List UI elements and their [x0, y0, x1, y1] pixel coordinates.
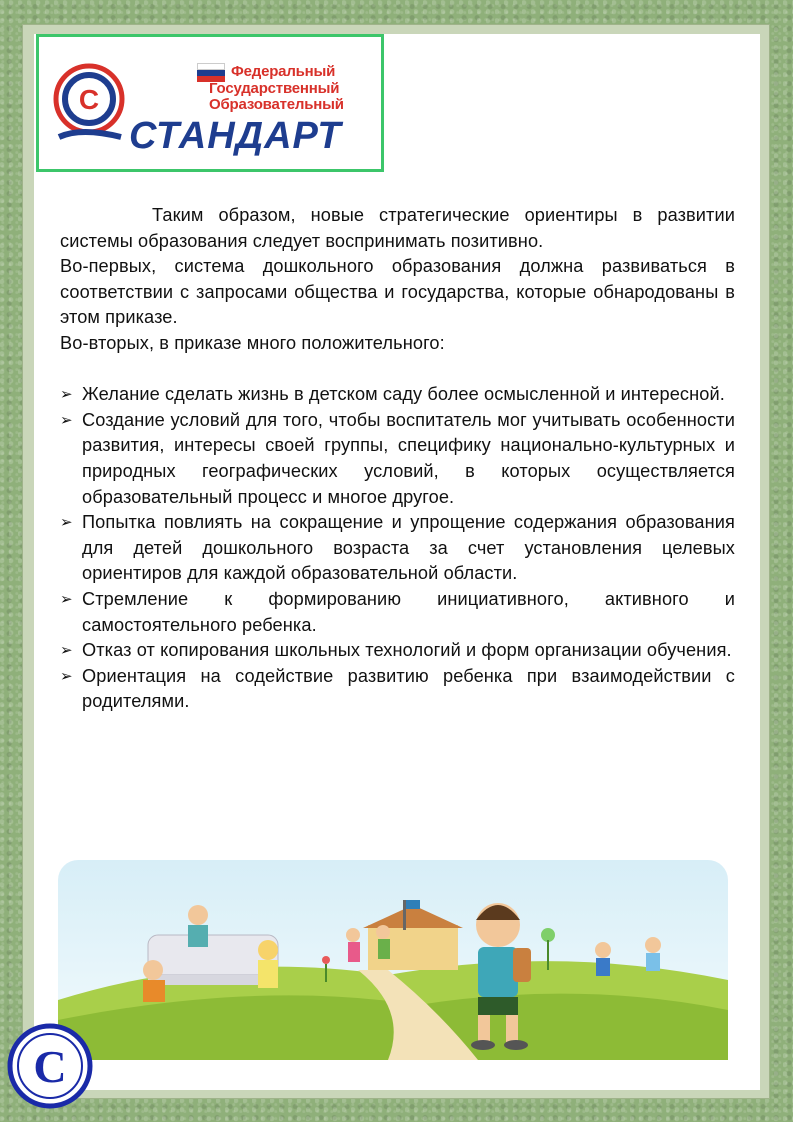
bullet-arrow-icon: ➢ — [60, 667, 73, 685]
fgos-c-logo-icon — [51, 59, 131, 149]
bullet-item — [60, 587, 735, 638]
bullet-arrow-icon: ➢ — [60, 514, 73, 532]
intro-paragraph: Во-первых, система дошкольного образования должна развиваться в соответствии с запросами общества и государства, которые обнародованы в этом приказе. — [60, 256, 735, 328]
bullet-arrow-icon: ➢ — [60, 386, 73, 404]
bullet-item — [60, 408, 735, 510]
children-going-to-school-illustration — [58, 860, 728, 1060]
copyright-c-icon — [6, 1020, 98, 1112]
bullet-arrow-icon: ➢ — [60, 411, 73, 429]
bullet-text: Отказ от копирования школьных технологий и форм организации обучения. — [82, 640, 732, 661]
logo-line-3: Образовательный — [209, 96, 344, 113]
bullet-item — [60, 382, 735, 408]
bullet-text: Желание сделать жизнь в детском саду более осмысленной и интересной. — [82, 384, 725, 405]
logo-line-1: Федеральный — [231, 63, 336, 80]
svg-text:С: С — [78, 84, 100, 115]
main-text — [60, 203, 735, 715]
bullet-item — [60, 510, 735, 587]
logo-standart: СТАНДАРТ — [129, 115, 342, 157]
bullet-arrow-icon: ➢ — [60, 590, 73, 608]
bullet-list — [60, 382, 735, 715]
bullet-arrow-icon: ➢ — [60, 642, 73, 660]
bullet-text: Стремление к формированию инициативного, активного и самостоятельного ребенка. — [82, 588, 735, 635]
bullet-item — [60, 664, 735, 715]
bullet-text: Создание условий для того, чтобы воспитатель мог учитывать особенности развития, интересы своей группы, специфику национально-культурных и природных географических условий, в которых осуществляется образовательный процесс и многое другое. — [82, 409, 735, 507]
bullet-item — [60, 638, 735, 664]
logo-line-2: Государственный — [209, 80, 340, 97]
fgos-logo — [36, 34, 384, 172]
intro-paragraph: Во-вторых, в приказе много положительного: — [60, 332, 445, 353]
bullet-text: Ориентация на содействие развитию ребенка при взаимодействии с родителями. — [82, 665, 735, 712]
bullet-text: Попытка повлиять на сокращение и упрощение содержания образования для детей дошкольного возраста за счет установления целевых ориентиров для каждой образовательной области. — [82, 512, 735, 584]
svg-text:С: С — [33, 1041, 67, 1092]
intro-paragraph: Таким образом, новые стратегические ориентиры в развитии системы образования следует воспринимать позитивно. — [60, 205, 735, 251]
russian-flag-icon — [197, 63, 225, 81]
